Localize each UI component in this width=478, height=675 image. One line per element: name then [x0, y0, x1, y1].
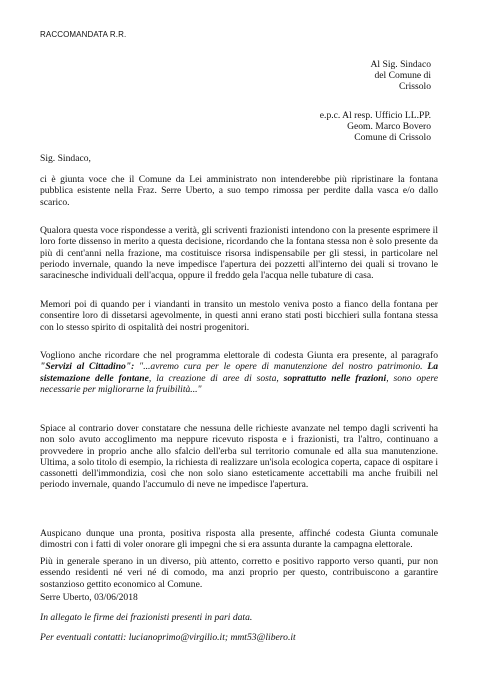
- program-quote: "...avremo cura per le opere di manutenzione del nostro patrimonio.: [139, 361, 428, 373]
- program-quote: , sono opere necessarie per migliorarne la fruibilità...": [40, 372, 438, 395]
- paragraph-request-response: Auspicano dunque una pronta, positiva risposta alla presente, affinché codesta Giunta comunale dimostri con i fatti di voler onorare gli impegni che si era assunta durante la campagna elettorale.: [40, 528, 438, 551]
- program-section-heading: "Servizi al Cittadino":: [40, 361, 140, 373]
- recipient-address: [371, 59, 432, 93]
- salutation: Sig. Sindaco,: [40, 153, 91, 164]
- paragraph-dissent: Qualora questa voce rispondesse a verità, gli scriventi frazionisti intendono con la presente esprimere il loro forte dissenso in merito a questa decisione, ricordando che la fontana stessa non è solo presente da più di cent'anni nella frazione, ma costituisce risorsa indispensabile per gli stessi, in particolare nel periodo invernale, quando la neve impedisce l'apertura dei pozzetti all'interno dei quali si trovano le saracinesche individuali dell'acqua, oppure il freddo gela l'acqua nelle tubature di casa.: [40, 225, 438, 282]
- cc-line: Comune di Crissolo: [354, 132, 431, 144]
- recipient-line: Al Sig. Sindaco: [370, 59, 431, 70]
- attachment-note: In allegato le firme dei frazionisti presenti in pari data.: [40, 612, 253, 623]
- paragraph-hospitality: Memori poi di quando per i viandanti in transito un mestolo veniva posto a fianco della fontana per consentire loro di dissetarsi agevolmente, in questi anni erano stati posti bicchieri sulla fontana stessa con lo stesso spirito di ospitalità dei nostri progenitori.: [40, 299, 438, 333]
- cc-line: Geom. Marco Bovero: [347, 121, 431, 133]
- place-date: Serre Uberto, 03/06/2018: [40, 592, 138, 603]
- paragraph-fountain-rumor: ci è giunta voce che il Comune da Lei amministrato non intenderebbe più ripristinare la fontana pubblica esistente nella Fraz. Serre Uberto, a suo tempo rimossa per perdite dalla vasca e/o dallo scarico.: [40, 174, 438, 208]
- recipient-line: del Comune di: [374, 70, 431, 82]
- paragraph-electoral-program: [40, 350, 438, 395]
- paragraph-relationship: Più in generale sperano in un diverso, più attento, corretto e positivo rapporto verso quanti, pur non essendo residenti né veri né di comodo, ma anzi proprio per questo, contribuiscono a garantire sostanzioso gettito economico al Comune.: [40, 556, 438, 590]
- program-quote-emphasis: La sistemazione delle fontane: [40, 361, 438, 384]
- program-intro: Vogliono anche ricordare che nel programma elettorale di codesta Giunta era presente, al paragrafo: [40, 350, 438, 361]
- program-quote-emphasis: soprattutto nelle frazioni: [283, 372, 387, 384]
- contact-info: Per eventuali contatti: lucianoprimo@virgilio.it; mmt53@libero.it: [40, 632, 296, 643]
- recipient-line: Crissolo: [399, 81, 431, 93]
- paragraph-unanswered-requests: Spiace al contrario dover constatare che nessuna delle richieste avanzate nel tempo dagli scriventi ha non solo avuto accoglimento ma neppure ricevuto risposta e i frazionisti, tra l'altro, continuano a provvedere in proprio anche allo sfalcio dell'erba sul territorio comunale ed alla sua manutenzione. Ultima, a solo titolo di esempio, la richiesta di realizzare un'isola ecologica coperta, capace di ospitare i cassonetti dell'immondizia, così che non solo siano esteticamente accettabili ma anche fruibili nel periodo invernale, quando l'accumulo di neve ne impedisce l'apertura.: [40, 423, 438, 491]
- cc-line: e.p.c. Al resp. Ufficio LL.PP.: [319, 110, 431, 121]
- program-quote: , la creazione di aree di sosta,: [148, 372, 284, 384]
- cc-address: [320, 110, 431, 144]
- registered-mail-label: RACCOMANDATA R.R.: [40, 30, 127, 39]
